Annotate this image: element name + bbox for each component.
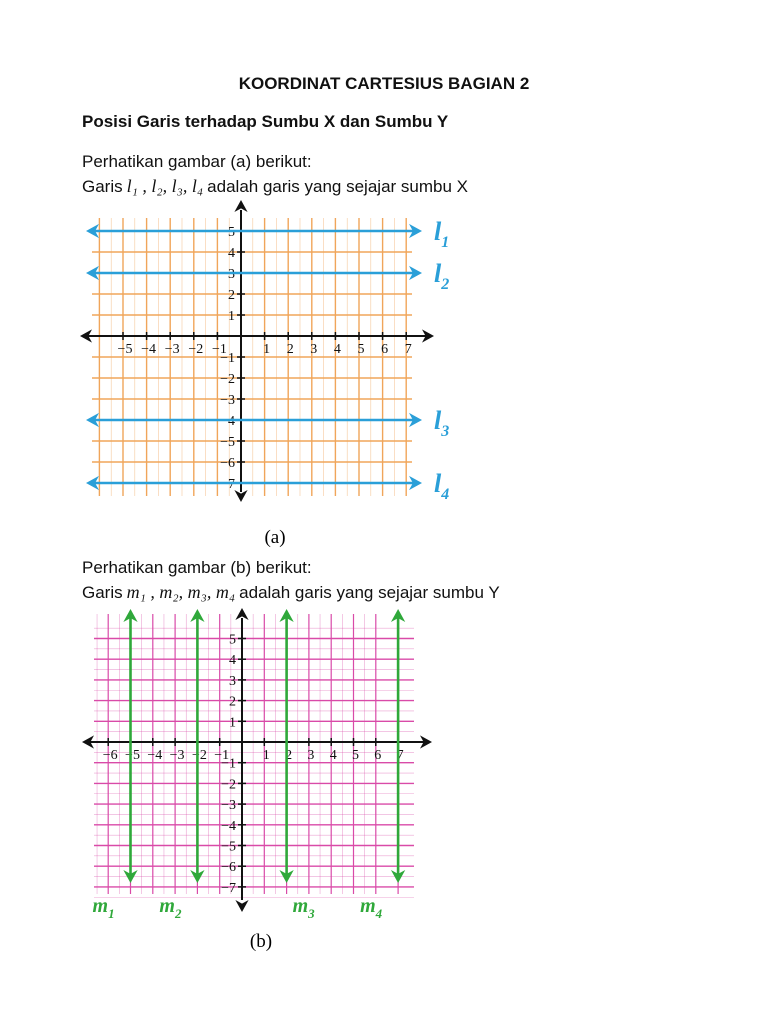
y-tick-label: 2	[228, 288, 235, 303]
line-label-m4	[360, 895, 383, 921]
y-tick-label: −3	[221, 798, 236, 814]
line-letter: l	[434, 217, 442, 246]
y-axis-arrow-down	[235, 900, 248, 912]
section-a-intro: Perhatikan gambar (a) berikut:	[82, 152, 312, 171]
y-tick-label: −4	[221, 818, 236, 834]
section-b-text	[82, 556, 500, 605]
section-a-text	[82, 150, 468, 199]
x-tick-label: 5	[357, 342, 365, 357]
y-tick-label: −5	[221, 839, 236, 855]
line-label-l3	[434, 406, 449, 440]
x-tick-label: −3	[164, 342, 180, 357]
x-tick-label: 3	[310, 342, 318, 357]
x-tick-label: −5	[117, 342, 133, 357]
x-tick-label: −1	[211, 342, 227, 357]
line-subscript: 2	[441, 276, 450, 293]
line-subscript: 1	[108, 906, 115, 921]
x-tick-label: −2	[191, 748, 207, 763]
y-tick-label: −6	[221, 860, 236, 876]
section-b-intro: Perhatikan gambar (b) berikut:	[82, 558, 312, 577]
y-tick-label: 2	[229, 694, 236, 710]
x-tick-label: 6	[374, 748, 382, 763]
line-label-l1	[434, 217, 449, 251]
y-tick-label: −1	[220, 351, 235, 366]
x-tick-label: −6	[102, 748, 118, 763]
line-letter: m	[292, 895, 309, 917]
x-tick-label: 3	[307, 748, 315, 763]
section-b-lines-label: m₁ , m₂, m₃, m₄	[126, 582, 236, 602]
x-tick-label: 7	[404, 342, 412, 357]
x-tick-label: 2	[285, 748, 293, 763]
x-tick-label: −1	[214, 748, 230, 763]
page-title: KOORDINAT CARTESIUS BAGIAN 2	[238, 74, 530, 93]
x-tick-label: 1	[263, 342, 271, 357]
y-tick-label: −5	[220, 435, 235, 450]
line-letter: l	[434, 406, 442, 435]
line-subscript: 1	[441, 234, 450, 251]
y-tick-label: 4	[229, 653, 236, 669]
line-letter: l	[434, 259, 442, 288]
y-tick-label: −2	[220, 372, 235, 387]
x-tick-label: 7	[396, 748, 404, 763]
y-tick-label: 3	[229, 673, 236, 689]
y-tick-label: −7	[220, 477, 235, 492]
x-tick-label: −2	[188, 342, 204, 357]
y-tick-label: 5	[229, 632, 236, 648]
section-a-prefix: Garis	[82, 177, 123, 196]
section-heading: Posisi Garis terhadap Sumbu X dan Sumbu Y	[82, 112, 449, 131]
x-tick-label: 1	[262, 748, 270, 763]
figure-a-caption: (a)	[264, 527, 286, 548]
line-label-m3	[293, 895, 316, 921]
line-subscript: 4	[375, 906, 383, 921]
line-letter: m	[360, 895, 376, 917]
line-letter: m	[92, 895, 109, 917]
y-tick-label: 3	[228, 267, 235, 282]
figure-b-graph	[80, 604, 470, 926]
line-subscript: 3	[308, 906, 315, 921]
y-tick-label: 4	[228, 246, 235, 261]
x-tick-label: 6	[381, 342, 389, 357]
y-tick-label: 1	[229, 715, 236, 731]
y-tick-label: −7	[221, 880, 236, 896]
x-tick-label: −3	[169, 748, 185, 763]
line-letter: m	[159, 895, 175, 917]
x-tick-label: −5	[125, 748, 140, 763]
section-a-suffix: adalah garis yang sejajar sumbu X	[207, 177, 468, 196]
y-tick-label: 1	[228, 309, 235, 324]
figure-b-caption-svg	[236, 928, 286, 958]
y-tick-label: −6	[220, 456, 235, 471]
line-label-m2	[159, 895, 182, 921]
section-b-statement	[82, 580, 500, 605]
x-tick-label: 4	[333, 342, 341, 357]
y-tick-label: −2	[221, 777, 236, 793]
section-a-lines-label: l₁ , l₂, l₃, l₄	[126, 176, 204, 196]
x-tick-label: −4	[147, 748, 163, 763]
line-label-m1	[93, 895, 115, 921]
y-tick-label: 5	[228, 225, 235, 240]
y-tick-label: −1	[221, 756, 236, 772]
figure-a-caption-svg	[250, 522, 300, 552]
line-subscript: 3	[441, 423, 450, 440]
line-subscript: 2	[174, 906, 182, 921]
x-tick-label: −4	[141, 342, 157, 357]
y-tick-label: −4	[220, 414, 235, 429]
section-b-suffix: adalah garis yang sejajar sumbu Y	[239, 583, 500, 602]
x-tick-label: 2	[286, 342, 294, 357]
x-tick-label: 4	[329, 748, 337, 763]
line-subscript: 4	[441, 486, 450, 503]
section-b-prefix: Garis	[82, 583, 123, 602]
x-tick-label: 5	[352, 748, 359, 763]
line-letter: l	[434, 469, 442, 498]
figure-b-caption: (b)	[249, 931, 273, 952]
figure-a-graph	[80, 196, 470, 510]
line-label-l2	[434, 259, 449, 293]
line-label-l4	[434, 469, 449, 503]
y-tick-label: −3	[220, 393, 235, 408]
